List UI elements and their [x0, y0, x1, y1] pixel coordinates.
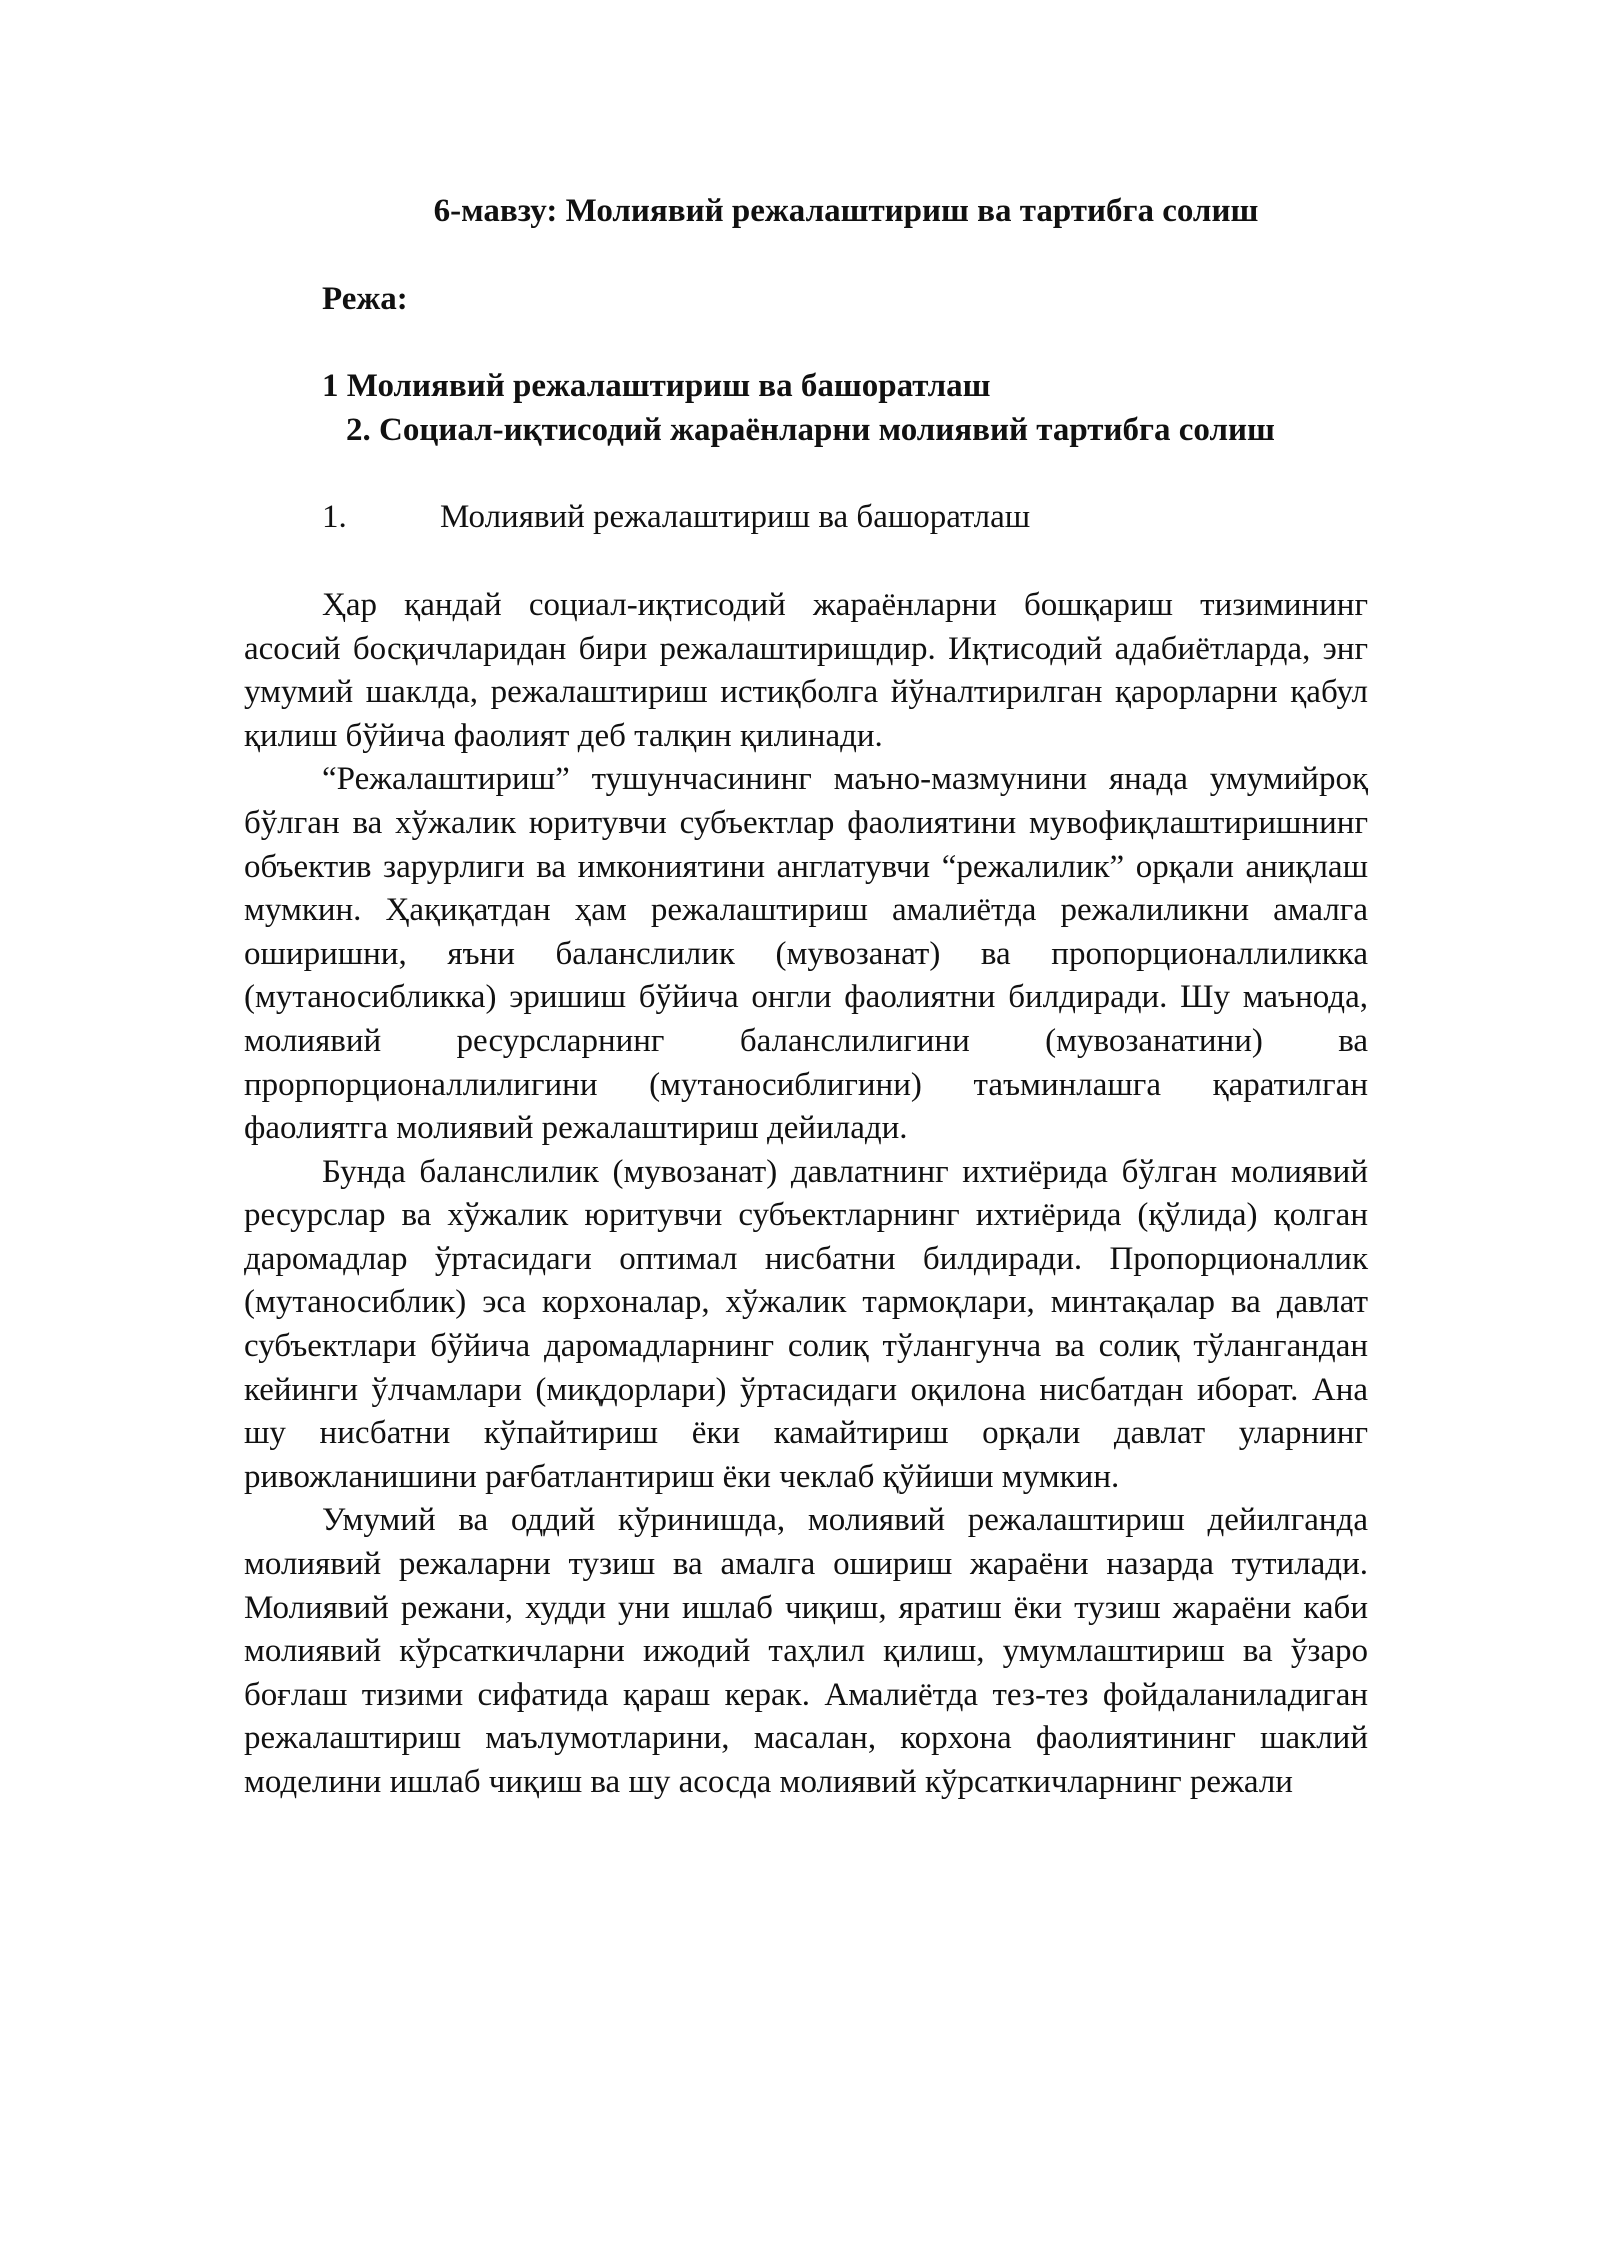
paragraph: Бунда баланслилик (мувозанат) давлатнинг ихтиёрида бўлган молиявий ресурслар ва хўжалик юритувчи субъектларнинг ихтиёрида (қўлида) қолган даромадлар ўртасидаги оптимал нисбатни билдиради. Пропорционаллик (мутаносиблик) эса корхоналар, хўжалик тармоқлари, минтақалар ва давлат субъектлари бўйича даромадларнинг солиқ тўлангунча ва солиқ тўлангандан кейинги ўлчамлари (миқдорлари) ўртасидаги оқилона нисбатдан иборат. Ана шу нисбатни кўпайтириш ёки камайтириш орқали давлат уларнинг ривожланишини рағбатлантириш ёки чеклаб қўйиши мумкин.: [244, 1153, 1368, 1495]
body-text: [244, 584, 1368, 1805]
section-heading: [244, 496, 1368, 540]
paragraph: Ҳар қандай социал-иқтисодий жараёнларни бошқариш тизимининг асосий босқичларидан бири режалаштиришдир. Иқтисодий адабиётларда, энг умумий шаклда, режалаштириш истиқболга йўналтирилган қарорларни қабул қилиш бўйича фаолият деб талқин қилинади.: [244, 586, 1368, 754]
plan-item: 2. Социал-иқтисодий жараёнларни молиявий тартибга солиш: [346, 411, 1275, 448]
plan-item: 1 Молиявий режалаштириш ва башоратлаш: [322, 368, 991, 405]
document-title: 6-мавзу: Молиявий режалаштириш ва тартибга солиш: [433, 193, 1259, 229]
section-number: 1.: [322, 499, 347, 536]
document-page: [244, 190, 1368, 1805]
plan-list: [244, 365, 1368, 452]
section-title: Молиявий режалаштириш ва башоратлаш: [440, 499, 1031, 536]
paragraph: Умумий ва оддий кўринишда, молиявий режалаштириш дейилганда молиявий режаларни тузиш ва амалга ошириш жараёни назарда тутилади. Молиявий режани, худди уни ишлаб чиқиш, яратиш ёки тузиш жараёни каби молиявий кўрсаткичларни ижодий таҳлил қилиш, умумлаштириш ва ўзаро боғлаш тизими сифатида қараш керак. Амалиётда тез-тез фойдаланиладиган режалаштириш маълумотларини, масалан, корхона фаолиятининг шаклий моделини ишлаб чиқиш ва шу асосда молиявий кўрсаткичларнинг режали: [244, 1502, 1368, 1800]
paragraph: “Режалаштириш” тушунчасининг маъно-мазмунини янада умумийроқ бўлган ва хўжалик юритувчи субъектлар фаолиятини мувофиқлаштиришнинг объектив зарурлиги ва имкониятини англатувчи “режалилик” орқали аниқлаш мумкин. Ҳақиқатдан ҳам режалаштириш амалиётда режалиликни амалга оширишни, яъни баланслилик (мувозанат) ва пропорционаллиликка (мутаносибликка) эришиш бўйича онгли фаолиятни билдиради. Шу маънода, молиявий ресурсларнинг баланслилигини (мувозанатини) ва прорпорционаллилигини (мутаносиблигини) таъминлашга қаратилган фаолиятга молиявий режалаштириш дейилади.: [244, 761, 1368, 1147]
plan-heading: Режа:: [322, 280, 408, 317]
